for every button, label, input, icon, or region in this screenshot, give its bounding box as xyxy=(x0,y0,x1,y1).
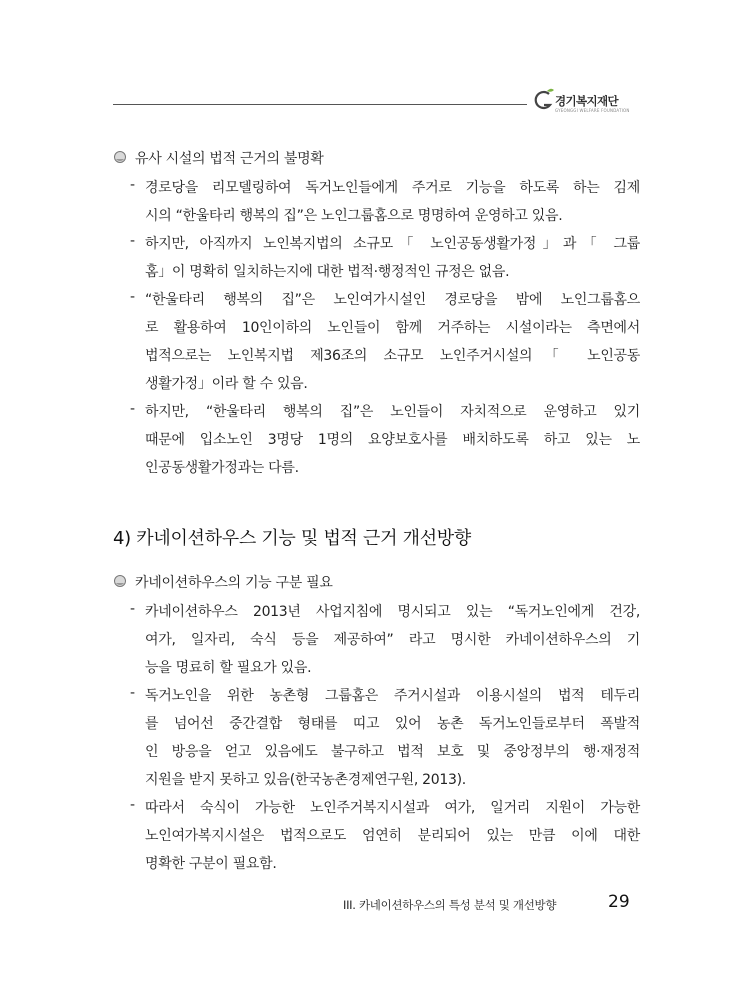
bullet-circle-icon xyxy=(113,574,127,588)
text-line: 카네이션하우스 2013년 사업지침에 명시되고 있는 “독거노인에게 건강, xyxy=(145,604,640,620)
text-line: 로 활용하여 10인이하의 노인들이 함께 거주하는 시설이라는 측면에서 xyxy=(145,320,640,336)
dash-marker: - xyxy=(130,601,136,617)
section2-bullet-text: 카네이션하우스의 기능 구분 필요 xyxy=(135,575,333,591)
logo-text: 경기복지재단 xyxy=(555,94,619,108)
foundation-logo xyxy=(533,88,643,118)
dash-marker: - xyxy=(130,233,136,249)
text-line: 하지만, “한울타리 행복의 집”은 노인들이 자치적으로 운영하고 있기 xyxy=(145,404,640,420)
logo-subtitle: GYEONGGI WELFARE FOUNDATION xyxy=(555,108,630,113)
section-heading: 4) 카네이션하우스 기능 및 법적 근거 개선방향 xyxy=(113,528,471,549)
text-line: 생활가정」이라 할 수 있음. xyxy=(145,376,308,392)
dash-marker: - xyxy=(130,177,136,193)
section1-bullet-text: 유사 시설의 법적 근거의 불명확 xyxy=(135,151,324,167)
text-line: 홈」이 명확히 일치하는지에 대한 법적·행정적인 규정은 없음. xyxy=(145,264,510,280)
text-line: 명확한 구분이 필요함. xyxy=(145,856,277,872)
text-line: 지원을 받지 못하고 있음(한국농촌경제연구원, 2013). xyxy=(145,772,466,788)
text-line: 인 방응을 얻고 있음에도 불구하고 법적 보호 및 중앙정부의 행·재정적 xyxy=(145,744,640,760)
text-line: 하지만, 아직까지 노인복지법의 소규모「 노인공동생활가정」과「 그룹 xyxy=(145,236,640,252)
text-line: 독거노인을 위한 농촌형 그룹홈은 주거시설과 이용시설의 법적 테두리 xyxy=(145,688,640,704)
text-line: 인공동생활가정과는 다름. xyxy=(145,460,299,476)
logo-mark-icon xyxy=(533,88,555,114)
dash-marker: - xyxy=(130,797,136,813)
footer-chapter-title: III. 카네이션하우스의 특성 분석 및 개선방향 xyxy=(343,898,557,912)
dash-marker: - xyxy=(130,401,136,417)
header-rule xyxy=(113,104,527,105)
dash-marker: - xyxy=(130,289,136,305)
text-line: “한울타리 행복의 집”은 노인여가시설인 경로당을 밤에 노인그룹홈으 xyxy=(145,292,640,308)
bullet-circle-icon xyxy=(113,150,127,164)
text-line: 노인여가복지시설은 법적으로도 엄연히 분리되어 있는 만큼 이에 대한 xyxy=(145,828,640,844)
text-line: 때문에 입소노인 3명당 1명의 요양보호사를 배치하도록 하고 있는 노 xyxy=(145,432,640,448)
page-number: 29 xyxy=(608,892,630,912)
text-line: 시의 “한울타리 행복의 집”은 노인그룹홈으로 명명하여 운영하고 있음. xyxy=(145,208,563,224)
dash-marker: - xyxy=(130,685,136,701)
text-line: 능을 명료히 할 필요가 있음. xyxy=(145,660,312,676)
text-line: 를 넘어선 중간결합 형태를 띠고 있어 농촌 독거노인들로부터 폭발적 xyxy=(145,716,640,732)
text-line: 여가, 일자리, 숙식 등을 제공하여” 라고 명시한 카네이션하우스의 기 xyxy=(145,632,640,648)
text-line: 따라서 숙식이 가능한 노인주거복지시설과 여가, 일거리 지원이 가능한 xyxy=(145,800,640,816)
text-line: 경로당을 리모델링하여 독거노인들에게 주거로 기능을 하도록 하는 김제 xyxy=(145,180,640,196)
text-line: 법적으로는 노인복지법 제36조의 소규모 노인주거시설의「 노인공동 xyxy=(145,348,640,364)
